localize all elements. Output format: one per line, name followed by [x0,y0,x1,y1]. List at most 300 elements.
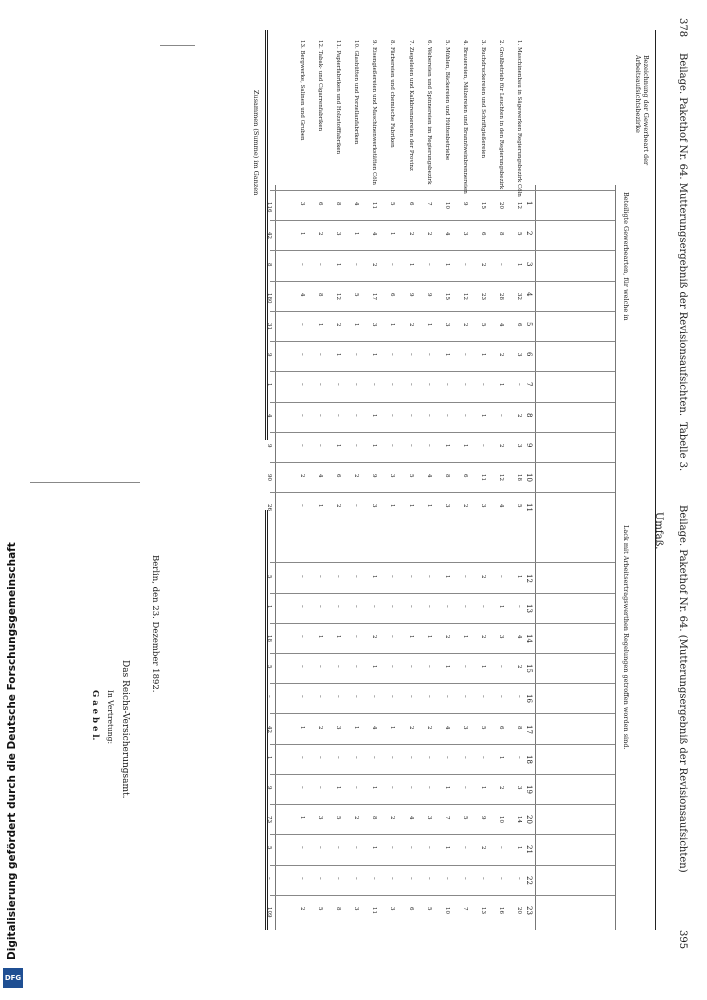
table-cell: – [425,604,432,608]
column-rule [270,190,615,191]
table-cell: – [389,695,396,699]
column-number: 14 [525,633,533,643]
table-cell: 9 [461,202,468,206]
table-cell: – [479,755,486,759]
table-cell: 2 [335,322,342,327]
sum-cell: 9 [266,786,272,790]
right-page-number: 395 [677,930,688,950]
table-cell: 3 [371,322,378,327]
table-cell: – [353,876,360,880]
table-cell: 8 [443,474,450,478]
column-number: 18 [525,754,533,764]
column-rule [270,865,615,866]
table-cell: 3 [335,725,342,730]
table-cell: – [425,443,432,447]
table-cell: 2 [497,353,504,357]
column-number: 21 [525,845,533,855]
table-cell: 4 [497,322,504,327]
table-cell: – [353,695,360,699]
table-cell: 1 [317,634,324,639]
table-cell: – [497,846,504,850]
table-cell: – [353,574,360,578]
table-cell: – [461,846,468,850]
sum-cell: 73 [266,816,272,824]
table-cell: – [335,413,342,417]
table-cell: 5 [317,906,324,911]
table-cell: 1 [353,232,360,236]
table-cell: – [389,846,396,850]
table-cell: – [407,846,414,850]
table-cell: 2 [425,725,432,730]
column-rule [270,250,615,251]
table-cell: 18 [516,474,522,482]
table-cell: – [317,876,324,880]
table-cell: – [425,695,432,699]
table-cell: 3 [443,322,450,327]
sum-cell: 1 [266,604,272,609]
column-rule [270,311,615,312]
table-cell: – [299,574,306,578]
column-number: 17 [525,724,533,734]
table-cell: 2 [299,906,306,911]
table-cell: – [425,755,432,759]
table-cell: 3 [317,816,324,820]
table-cell: – [353,504,360,508]
table-cell: – [425,413,432,417]
table-cell: 5 [335,816,342,820]
table-cell: – [335,846,342,850]
table-cell: 1 [317,504,324,508]
table-cell: 5 [479,725,486,730]
column-rule [270,371,615,372]
column-number: 16 [525,694,533,704]
table-cell: 1 [407,504,414,508]
row-label: 6. Webereien und Spinnereien im Regierungsbezirk [425,40,432,185]
table-cell: 2 [497,786,504,790]
table-cell: 28 [497,292,504,300]
column-number: 5 [525,321,533,327]
table-cell: 9 [425,292,432,297]
table-cell: 1 [371,574,378,578]
table-cell: – [299,876,306,880]
table-cell: – [516,383,522,387]
sum-cell: 31 [266,322,272,330]
table-cell: – [407,755,414,759]
table-cell: 2 [317,232,324,236]
table-cell: 3 [389,906,396,911]
table-cell: 11 [371,202,378,210]
table-cell: 12 [516,202,522,210]
table-cell: 1 [443,443,450,448]
table-cell: 2 [407,322,414,327]
column-rule [270,462,615,463]
table-cell: 2 [353,816,360,820]
table-cell: 1 [389,232,396,236]
sum-cell: 90 [266,474,272,482]
table-cell: 7 [443,816,450,820]
table-cell: 1 [335,634,342,639]
table-cell: 4 [371,232,378,236]
table-cell: – [353,383,360,387]
table-cell: 2 [407,725,414,730]
table-cell: 2 [389,816,396,820]
table-cell: 1 [461,634,468,639]
table-cell: 3 [425,816,432,820]
table-cell: – [461,574,468,578]
table-cell: 2 [516,413,522,418]
table-cell: – [299,504,306,508]
table-cell: 1 [371,665,378,669]
table-cell: – [335,665,342,668]
column-number: 19 [525,785,533,794]
table-cell: – [479,876,486,880]
table-cell: 4 [371,725,378,730]
table-cell: 2 [371,634,378,639]
table-cell: – [371,383,378,387]
table-cell: – [479,604,486,608]
table-cell: 8 [335,202,342,206]
table-cell: 12 [497,474,504,482]
table-cell: – [407,353,414,356]
table-cell: – [299,353,306,356]
table-cell: 13 [479,906,486,914]
table-cell: – [497,413,504,417]
table-cell: 1 [443,574,450,578]
table-cell: 3 [516,353,522,357]
signature-office: Das Reichs-Versicherungsamt. [120,660,130,799]
row-label: 3. Buchdruckereien und Schriftgießereien [479,40,486,159]
table-cell: 1 [443,665,450,669]
table-cell: – [389,574,396,578]
table-cell: – [389,413,396,417]
table-cell: 7 [461,906,468,911]
table-cell: 1 [353,725,360,730]
table-cell: – [516,695,522,699]
table-cell: 1 [371,353,378,357]
signature-place-date: Berlin, den 23. Dezember 1892. [150,555,160,693]
sum-cell: 18 [266,634,272,642]
table-cell: 3 [335,232,342,236]
table-cell: 32 [516,292,522,300]
table-cell: 1 [479,413,486,418]
table-cell: 1 [389,504,396,508]
table-cell: 1 [389,322,396,327]
column-number: 6 [525,352,533,357]
leader-line [30,482,140,483]
table-cell: 1 [371,846,378,850]
table-cell: 10 [443,906,450,914]
table-cell: – [461,786,468,789]
table-cell: 3 [516,786,522,790]
table-cell: 3 [461,232,468,236]
right-page-header [677,505,688,873]
table-cell: – [497,695,504,699]
table-cell: – [371,695,378,699]
row-label: 8. Färbereien und chemische Fabriken [389,40,396,148]
column-number: 10 [525,473,533,482]
table-cell: 1 [516,846,522,850]
table-cell: 6 [407,906,414,911]
table-cell: 3 [371,504,378,508]
table-cell: – [461,665,468,668]
table-cell: 15 [443,292,450,300]
table-cell: – [317,353,324,356]
table-cell: 7 [425,202,432,206]
sum-cell: 180 [266,292,272,304]
column-rule [270,402,615,403]
table-cell: 1 [407,262,414,267]
table-cell: – [353,443,360,447]
table-cell: 6 [317,202,324,206]
table-cell: 1 [335,353,342,357]
table-cell: – [407,574,414,578]
table-cell: – [443,413,450,417]
table-cell: – [461,876,468,880]
row-label: 12. Tabak- und Cigarrenfabriken [317,40,324,132]
column-number: 9 [525,442,533,448]
table-cell: – [479,695,486,699]
table-cell: – [299,695,306,699]
table-cell: – [389,634,396,638]
table-cell: 2 [299,474,306,478]
table-cell: 8 [335,906,342,911]
table-cell: – [335,574,342,578]
table-cell: 5 [516,504,522,508]
table-cell: 8 [371,816,378,820]
table-cell: – [389,665,396,668]
column-number: 7 [525,382,533,387]
table-cell: 6 [516,322,522,327]
sum-cell: 8 [266,262,272,267]
column-rule [270,653,615,654]
table-cell: – [335,695,342,699]
table-cell: 6 [479,232,486,236]
table-cell: – [479,383,486,387]
sum-cell: 9 [266,443,272,448]
column-rule [270,432,615,433]
left-header-text: Beilage. Pakethof Nr. 64. Mutterungsergebniß der Revisionsaufsichten. [677,53,688,417]
table-cell: – [516,604,522,608]
table-cell: 1 [335,262,342,267]
column-number: 23 [525,905,533,915]
table-cell: 3 [516,443,522,448]
table-cell: – [389,876,396,880]
table-cell: – [461,262,468,266]
column-rule [270,220,615,221]
table-cell: – [353,262,360,266]
table-cell: 2 [353,474,360,478]
continuation-label: Umfaß. [653,512,664,550]
table-cell: 15 [479,202,486,210]
table-cell: – [407,786,414,789]
table-cell: 1 [299,232,306,236]
signature-name: G a e b e l. [90,690,100,741]
table-cell: – [299,786,306,789]
table-cell: – [317,262,324,266]
stub-header: Bezeichnung der Gewerbeart der Arbeitsaufsichtsbezirke [634,55,650,166]
table-cell: 3 [389,474,396,478]
table-cell: 1 [335,786,342,790]
table-cell: 1 [371,413,378,418]
table-cell: 6 [497,725,504,730]
table-cell: 17 [371,292,378,300]
table-cell: – [461,413,468,417]
table-cell: – [371,604,378,608]
sum-cell: 42 [266,725,272,733]
table-cell: 1 [443,262,450,267]
table-cell: – [299,665,306,668]
table-cell: 4 [407,816,414,820]
column-number: 15 [525,664,533,674]
column-number: 22 [525,875,533,885]
table-cell: – [335,604,342,608]
table-cell: – [299,413,306,417]
table-cell: – [389,262,396,266]
row-label: 5. Mühlen, Bäckereien und Hüttenbetriebe [443,40,450,161]
row-label: 4. Brauereien, Mälzereien und Branntweinbrennereien [461,40,468,194]
table-cell: – [317,413,324,417]
column-number: 4 [525,291,533,297]
table-cell: 2 [479,262,486,267]
table-cell: 1 [497,383,504,387]
table-cell: 1 [497,604,504,609]
column-number: 12 [525,573,533,583]
table-cell: 1 [479,786,486,790]
table-cell: – [317,786,324,789]
table-cell: – [353,786,360,789]
table-cell: – [299,755,306,759]
table-cell: 1 [479,665,486,669]
table-cell: 1 [317,322,324,327]
table-cell: 20 [516,906,522,914]
table-cell: 2 [407,232,414,236]
table-cell: 1 [443,846,450,850]
table-cell: – [299,443,306,447]
table-cell: 4 [516,634,522,639]
table-cell: – [299,604,306,608]
table-cell: 2 [479,634,486,639]
table-cell: – [516,755,522,759]
group-header-left: Beteiligte Gewerbearten, für welche in [622,192,630,321]
table-cell: 3 [479,504,486,508]
sum-cell: 4 [266,413,272,418]
table-cell: 11 [371,906,378,914]
column-rule [270,834,615,835]
table-cell: – [317,443,324,447]
table-cell: – [353,846,360,850]
table-label: Tabelle 3. [677,422,688,472]
table-cell: – [353,353,360,356]
table-cell: – [461,604,468,608]
row-label: 11. Papierfabriken und Holzstofffabriken [335,40,342,155]
right-header-text: Beilage. Pakethof Nr. 64. (Mutterungsergebniß der Revisionsaufsichten) [677,505,688,873]
table-cell: – [299,634,306,638]
sum-cell: 26 [266,504,272,512]
table-outer-top [655,30,656,930]
table-cell: 4 [443,725,450,730]
table-cell: – [425,846,432,850]
table-cell: – [516,876,522,880]
table-cell: 2 [497,443,504,448]
table-cell: 2 [443,634,450,639]
table-cell: 1 [335,443,342,448]
table-cell: – [317,383,324,387]
row-label: 9. Eisengießereien und Maschinenwerkstätten Cöln [371,40,378,185]
sum-cell: 116 [266,202,272,213]
table-cell: – [497,574,504,578]
row-label: 10. Glashütten und Porzellanfabriken [353,40,360,145]
column-number: 3 [525,261,533,266]
table-cell: – [317,604,324,608]
table-cell: – [407,695,414,699]
table-cell: 3 [353,906,360,911]
table-cell: 2 [317,725,324,730]
sum-cell: – [266,695,272,699]
sum-cell: 5 [266,665,272,669]
table-cell: – [317,846,324,850]
table-cell: 11 [479,474,486,482]
table-cell: – [425,876,432,880]
table-cell: – [425,786,432,789]
row-label: 1. Maschinenbau in Sägewerken Regierungsbezirk Cöln [516,40,522,197]
table-cell: – [371,876,378,880]
sum-cell: 9 [266,353,272,357]
table-cell: – [497,876,504,880]
table-cell: 6 [389,292,396,297]
table-cell: – [299,846,306,850]
sum-cell: – [266,876,272,880]
table-outer-bottom-right [265,510,268,930]
table-cell: – [299,322,306,326]
sum-cell: 5 [266,846,272,850]
table-cell: 5 [461,816,468,820]
column-rule [270,562,615,563]
table-cell: 1 [479,353,486,357]
column-number: 13 [525,603,533,613]
dfg-notice: Digitalisierung gefördert durch die Deutsche Forschungsgemeinschaft [6,542,18,960]
table-cell: 20 [497,202,504,210]
table-cell: 8 [497,232,504,236]
table-cell: 10 [443,202,450,210]
table-cell: – [389,443,396,447]
table-cell: 2 [516,665,522,669]
table-cell: 1 [497,755,504,760]
table-cell: 6 [335,474,342,478]
table-cell: 4 [353,202,360,206]
table-cell: 2 [371,262,378,267]
column-rule [270,804,615,805]
column-number: 8 [525,412,533,418]
sum-cell: 5 [266,574,272,578]
row-label: 13. Bergwerke, Salinen und Gruben [299,40,306,141]
table-cell: – [425,665,432,668]
table-cell: 3 [497,634,504,639]
signature-role: In Vertretung: [106,690,115,744]
sum-cell: 1 [266,755,272,760]
column-rule [270,341,615,342]
table-cell: – [371,755,378,759]
table-cell: 2 [461,504,468,508]
table-cell: 5 [479,322,486,327]
table-cell: – [443,383,450,387]
left-page-number: 378 [677,18,688,38]
table-cell: – [443,876,450,880]
leader-line [160,45,195,46]
table-cell: – [443,755,450,759]
table-cell: 2 [479,846,486,850]
table-cell: 12 [461,292,468,300]
table-cell: 1 [516,574,522,578]
